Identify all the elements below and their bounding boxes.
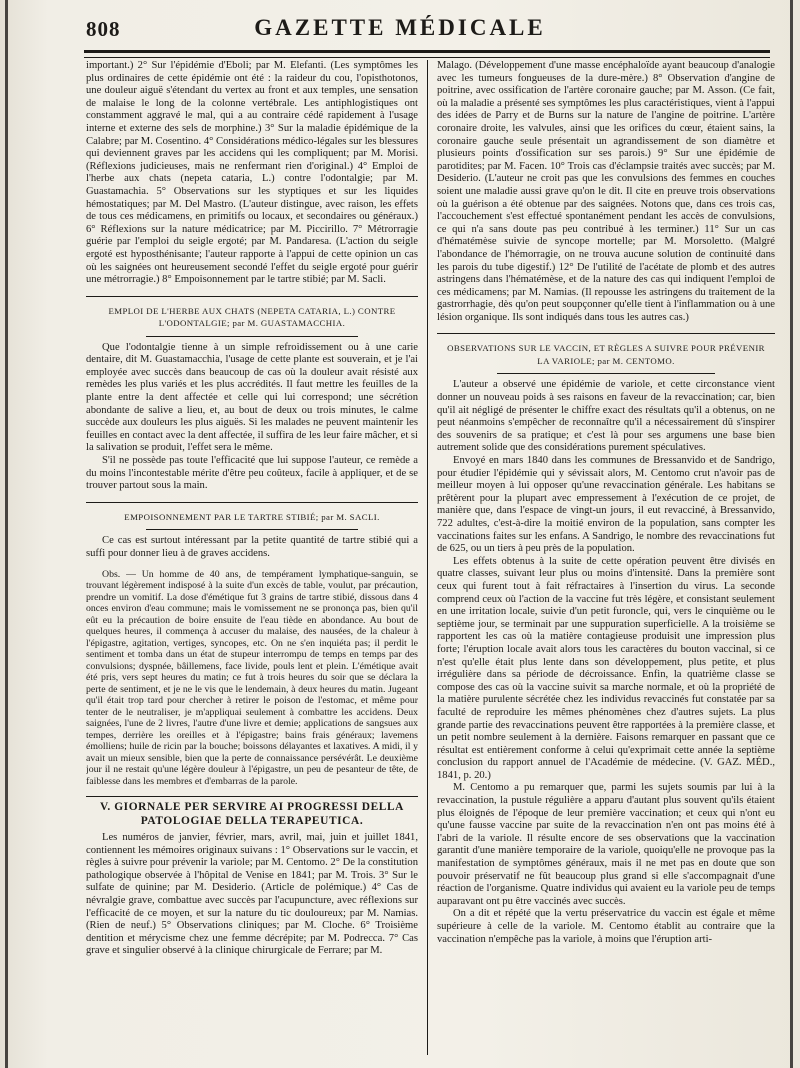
observation-paragraph: Obs. — Un homme de 40 ans, de tempérament lymphatique-sanguin, se trouvant légèrement indisposé à la suite d'un excès de table, voulut, par précaution, prendre un vomitif. La dose d'émétique fut 3 grains de tartre stibié, dissous dans 4 onces environ d'eau commune; mais le vomissement ne se prononça pas, bien qu'il eût eu la précaution de boire ensuite de l'eau tiède en abondance. Au bout de quelques heures, il commença à accuser du malaise, des nausées, de la chaleur à l'épigastre, agitation, vertiges, syncopes, etc. On ne s'en inquiéta pas; il perdit le sentiment et tomba dans un état de stupeur interrompu de temps en temps par des convulsions; dyspnée, bâillemens, face livide, pouls lent et plein. L'émétique avait été pris, vers sept heures du matin; ce fut à trois heures du soir que se déclara la perte de sentiment, et je ne le vis que le lendemain, à deux heures du matin. Jugeant qu'il était trop tard pour chercher à retirer le poison de l'estomac, et même pour tenter de le neutraliser, je m'appliquai seulement à combattre les accidens. Deux saignées, l'une de 2 livres, l'autre d'une livre et demie; applications de sangsues aux tempes, derrière les oreilles et à l'épigastre; bains frais généraux; lavemens émolliens; huile de ricin par la bouche; boissons délayantes et laxatives. A midi, il y avait un mieux sensible, bien que la perte de connaissance persévérât. Le deuxième jour il ne restait qu'une légère douleur à l'épigastre, un peu de pesanteur de tête, de faiblesse dans les membres et d'embarras de la parole.	[86, 568, 418, 787]
section-title-giornale: V. GIORNALE PER SERVIRE AI PROGRESSI DELLA PATOLOGIAE DELLA TERAPEUTICA.	[99, 801, 405, 827]
heading-underline	[497, 373, 715, 374]
article-heading-tartre: EMPOISONNEMENT PAR LE TARTRE STIBIÉ; par M. SACLI.	[124, 511, 380, 522]
article-heading-cataria: EMPLOI DE L'HERBE AUX CHATS (NEPETA CATARIA, L.) CONTRE L'ODONTALGIE; par M. GUASTAMACCHIA.	[108, 305, 396, 329]
heading-underline	[146, 529, 358, 530]
page-edge-mark	[790, 0, 793, 1068]
journal-title: GAZETTE MÉDICALE	[254, 15, 546, 40]
right-column	[437, 60, 775, 1055]
header-rule	[84, 50, 770, 58]
paragraph-vaccin-1: L'auteur a observé une épidémie de variole, et cette circonstance vient donner un nouveau poids à ses raisons en faveur de la revaccination; car, bien qu'il ait négligé de présenter le chiffre exact des résultats qu'il a obtenus, on ne peut néanmoins s'empêcher de reconnaître qu'il a nécessairement dû s'inspirer des souvenirs de sa pratique; et c'est là pour ses argumens une base bien autrement solide que des considérations purement spéculatives.	[437, 379, 775, 454]
paragraph-vaccin-4: M. Centomo a pu remarquer que, parmi les sujets soumis par lui à la revaccination, la pustule régulière a apparu d'autant plus souvent qu'ils étaient plus éloignés de l'époque de leur première vaccination; et ceux qui n'ont eu qu'une fausse vaccine par suite de la revaccination n'en ont pas moins été à l'abri de la variole. Il résulte encore de ses observations que la vaccination garantit d'une manière temporaire de la variole, quoiqu'elle ne provoque pas la manifestation de symptômes généraux, mais il ne met pas en doute que son pouvoir préservatif ne fût beaucoup plus grand si elle s'accompagnait d'une réaction de l'organisme. Quatre individus qui avaient eu la variole peu de temps auparavant ont pu être vaccinés avec succès.	[437, 782, 775, 907]
paragraph-vaccin-2: Envoyé en mars 1840 dans les communes de Bressanvido et de Sandrigo, pour étudier l'épidémie qui y sévissait alors, M. Centomo crut n'avoir pas de meilleur moyen à lui opposer qu'une revaccination générale. Les habitans se prêtèrent pour la plupart avec empressement à l'exécution de ce projet, de manière que, dans l'espace de vingt-un jours, il eut revacciné, à Bressanvido, 722 adultes, c'est-à-dire la moitié environ de la population, sans compter les vaccinations faites sur les enfans. A Sandrigo, le nombre des revaccinations fut de 625, ou un tiers à peu près de la population.	[437, 455, 775, 555]
article-heading-vaccin: OBSERVATIONS SUR LE VACCIN, ET RÈGLES A SUIVRE POUR PRÉVENIR LA VARIOLE; par M. CENTOMO.	[447, 343, 765, 366]
paragraph-giornale: Les numéros de janvier, février, mars, avril, mai, juin et juillet 1841, contiennent les mémoires originaux suivans : 1° Observations sur le vaccin, et règles à suivre pour prévenir la variole; par M. Centomo. 2° De la constitution pathologique observée à l'hôpital de Venise en 1841; par M. Trois. 3° Sur le sulfate de quinine; par M. Desiderio. (Article de polémique.) 4° Cas de névralgie grave, combattue avec succès par l'acupuncture, avec réflexions sur l'efficacité de ce moyen, et sur la nature du tic douloureux; par M. Namias. (Rien de neuf.) 5° Observations cliniques; par M. Cloche. 6° Troisième dentition et mérycisme chez une femme décrépite; par M. Podrecca. 7° Cas grave et singulier observé à la clinique chirurgicale de Ferrare; par M.	[86, 832, 418, 957]
heading-underline	[146, 336, 358, 337]
paragraph-giornale-continued: Malago. (Développement d'une masse encéphaloïde ayant beaucoup d'analogie avec les tumeurs fongueuses de la dure-mère.) 8° Observation d'angine de poitrine, avec ossification de l'artère coronaire gauche; par M. Asson. (Ce fait, où la maladie a présenté ses symptômes les plus caractéristiques, vient à l'appui des idées de Parry et de Burns sur la nature de l'angine de poitrine. L'artère coronaire droite, les valvules, ainsi que les orifices du cœur, étaient sains, la coronaire gauche seule présentait un agrandissement de son diamètre et plusieurs points d'ossification sur ses parois.) 9° Sur une épidémie de parotidites; par M. Facen. 10° Trois cas d'éclampsie traités avec succès; par M. Desiderio. (L'auteur ne croit pas que les convulsions des femmes en couches soient une maladie aussi grave qu'on le dit. Il cite en preuve trois observations où la guérison a été obtenue par des saignées. Notons que, dans ces trois cas, l'accouchement s'est effectué spontanément pendant les accès de convulsions, ce qui n'a sans doute pas peu contribué à les terminer.) 11° Sur un cas d'hématémèse suivie de syncope mortelle; par M. Morsoletto. (Malgré l'abondance de l'hémorragie, on ne trouva aucune solution de continuité dans les parois du tube digestif.) 12° De l'utilité de l'acétate de plomb et des autres astringens dans l'hématémèse, et de la nature des cas qui indiquent l'emploi de ces médicamens; par M. Namias. (Il repousse les astringens du traitement de la gastrorrhagie, dès qu'on peut soupçonner qu'elle tient à l'inflammation ou à une lésion organique. Ils sont indiqués dans tous les autres cas.)	[437, 60, 775, 323]
left-column	[86, 60, 418, 1055]
paragraph-eboli: important.) 2° Sur l'épidémie d'Eboli; par M. Elefanti. (Les symptômes les plus ordinaires de cette épidémie ont été : la raideur du cou, l'opisthotonos, une douleur aiguë s'étendant du vertex au front et aux temples, une sensation de malaise le long de la colonne vertébrale. Les antiphlogistiques ont constamment aggravé le mal, qui a au contraire cédé rapidement à l'usage interne et externe des sels de morphine.) 3° Sur la maladie épidémique de la Calabre; par M. Cosentino. 4° Considérations médico-légales sur les blessures qui deviennent graves par les accidens qui les compliquent; par M. Morisi. (Réflexions judicieuses, mais ne renfermant rien d'original.) 4° Emploi de l'herbe aux chats (nepeta cataria, L.) contre l'odontalgie; par M. Guastamachia. 5° Observations sur les styptiques et sur les liquides hémostatiques; par M. Del Mastro. (L'auteur distingue, avec raison, les effets de tous ces médicamens, en primitifs ou locaux, et secondaires ou généraux.) 6° Réflexions sur la nature médicatrice; par M. Piccirillo. 7° Métrorragie guérie par l'emploi du seigle ergoté; par M. Pandaresa. (L'action du seigle ergoté est hyposthénisante; l'auteur rapporte à l'appui de cette opinion un cas où les saignées ont heureusement secondé l'effet du seigle ergoté pour guérir une métrorragie.) 8° Empoisonnement par le tartre stibié; par M. Sacli.	[86, 60, 418, 286]
paragraph-vaccin-3: Les effets obtenus à la suite de cette opération peuvent être divisés en quatre classes, suivant leur plus ou moins d'intensité. Dans la première sont ceux qui furent tout à fait réfractaires à l'insertion du virus. La seconde comprend ceux où l'action de la vaccine fut très légère, et consistant seulement en une irritation locale, suivie d'un petit furoncle, qui, vers le cinquième ou le septième jour, se terminait par une suppuration superficielle. A la troisième se rapportent les cas où la matière contagieuse produisit une impression plus forte; l'éruption locale avait alors tous les caractères du bouton vaccinal, si ce n'est qu'elle était plus lente dans son développement, plus petite, et plus irrégulière dans sa période de décroissance. Enfin, la quatrième classe se compose des cas où la vaccine suivit sa marche normale, et où la propriété de la matière purulente sécrétée chez les individus revaccinés fut constatée par sa faculté de reproduire les mêmes phénomènes chez d'autres sujets. La plus grande partie des revaccinations peuvent être rapportées à la première classe, et un petit nombre seulement à la dernière. Faisons remarquer en passant que ce résultat est entièrement conforme à celui qu'exprimait cette année la septième conclusion du rapport annuel de l'Académie de médecine. (V. GAZ. MÉD., 1841, p. 20.)	[437, 555, 775, 781]
section-divider	[86, 796, 418, 797]
paragraph-cataria-1: Que l'odontalgie tienne à un simple refroidissement ou à une carie dentaire, dit M. Guastamacchia, l'usage de cette plante est souverain, et je l'ai employée avec succès dans beaucoup de cas où la douleur avait résisté aux remèdes les plus variés et les plus accrédités. Il faut mettre les feuilles de la plante entre la dent affectée et celle qui lui correspond; une sécrétion abondante de salive a lieu, et, au bout de deux ou trois minutes, le calme succède aux douleurs les plus aiguës. Si les malades ne peuvent maintenir les feuilles en contact avec la dent affectée, il suffira de les leur faire mâcher, et si la salivation se produit, l'effet sera le même.	[86, 341, 418, 454]
column-divider	[427, 60, 428, 1055]
paragraph-tartre-1: Ce cas est surtout intéressant par la petite quantité de tartre stibié qui a suffi pour donner lieu à de graves accidens.	[86, 535, 418, 559]
page-header	[0, 14, 800, 48]
page-edge-mark	[5, 0, 8, 1068]
paragraph-vaccin-5: On a dit et répété que la vertu préservatrice du vaccin est égale et même supérieure à celle de la variole. M. Centomo établit au contraire que la vaccination n'empêche pas la variole, à moins que l'éruption arti-	[437, 908, 775, 945]
paragraph-cataria-2: S'il ne possède pas toute l'efficacité que lui suppose l'auteur, ce remède a du moins l'incontestable mérite d'être peu coûteux, facile à appliquer, et de se trouver partout sous la main.	[86, 455, 418, 492]
page-number: 808	[86, 17, 121, 41]
